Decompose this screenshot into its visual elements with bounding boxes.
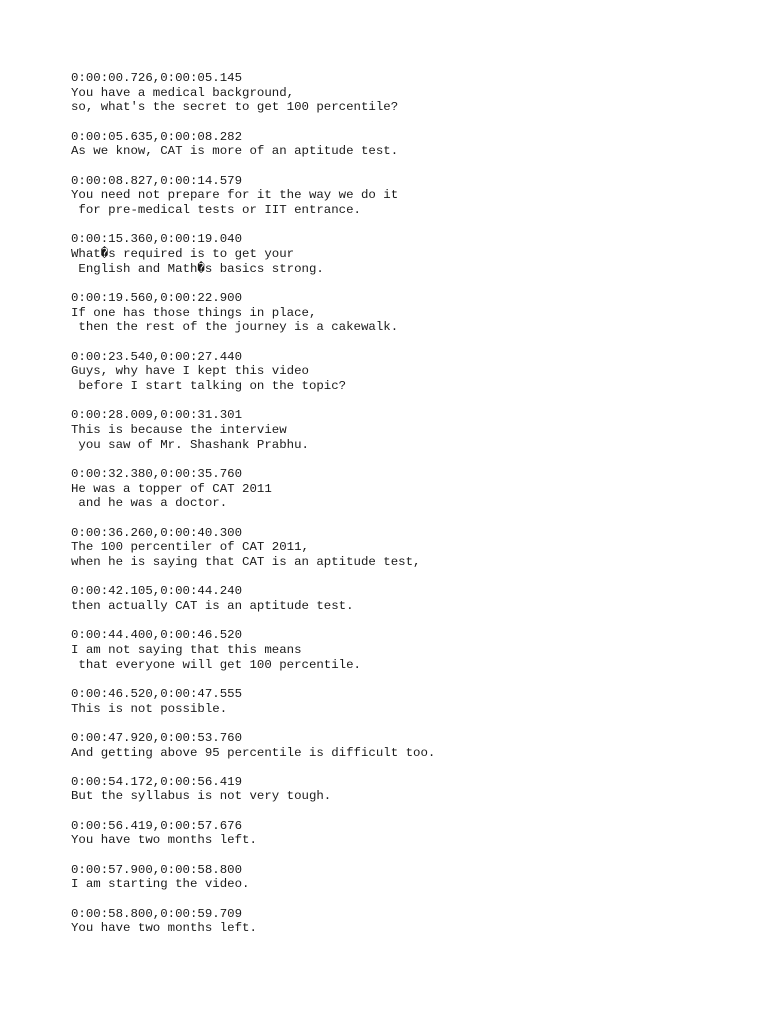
cue-text-line: then actually CAT is an aptitude test. [71,598,354,613]
cue-timecode: 0:00:28.009,0:00:31.301 [71,408,243,423]
cue-timecode: 0:00:47.920,0:00:53.760 [71,730,243,745]
cue-timecode: 0:00:19.560,0:00:22.900 [71,290,243,305]
cue-text-line: I am starting the video. [71,877,250,892]
cue-text-line: you saw of Mr. Shashank Prabhu. [71,437,309,452]
cue-timecode: 0:00:00.726,0:00:05.145 [71,71,243,85]
cue-timecode: 0:00:56.419,0:00:57.676 [71,818,243,833]
subtitle-cue [71,350,751,394]
subtitle-cue [71,819,751,848]
cue-timecode: 0:00:57.900,0:00:58.800 [71,862,243,877]
cue-text-line: before I start talking on the topic? [71,378,347,393]
subtitle-cue [71,907,751,936]
cue-text-line: Guys, why have I kept this video [71,364,309,379]
cue-text-line: The 100 percentiler of CAT 2011, [71,540,309,555]
cue-timecode: 0:00:23.540,0:00:27.440 [71,349,243,364]
cue-timecode: 0:00:44.400,0:00:46.520 [71,628,243,643]
cue-text-line: when he is saying that CAT is an aptitude test, [71,554,421,569]
cue-timecode: 0:00:46.520,0:00:47.555 [71,686,243,701]
subtitle-cue [71,467,751,511]
cue-text-line: I am not saying that this means [71,642,302,657]
subtitle-cue [71,408,751,452]
subtitle-cue [71,584,751,613]
cue-text-line: for pre-medical tests or IIT entrance. [71,203,361,217]
cue-text-line: If one has those things in place, [71,305,317,320]
subtitle-cue [71,863,751,892]
cue-text-line: English and Math�s basics strong. [71,261,324,276]
subtitle-cue [71,232,751,276]
subtitle-cue [71,291,751,335]
cue-text-line: that everyone will get 100 percentile. [71,657,361,672]
cue-text-line: And getting above 95 percentile is difficult too. [71,745,436,760]
cue-timecode: 0:00:36.260,0:00:40.300 [71,525,243,540]
subtitle-cue [71,526,751,570]
cue-text-line: You have two months left. [71,921,257,936]
cue-text-line: This is not possible. [71,701,228,716]
cue-text-line: You have a medical background, [71,85,295,100]
subtitle-cue [71,130,751,159]
subtitle-cue [71,775,751,804]
cue-timecode: 0:00:15.360,0:00:19.040 [71,232,243,247]
cue-timecode: 0:00:54.172,0:00:56.419 [71,774,243,789]
cue-timecode: 0:00:32.380,0:00:35.760 [71,466,243,481]
cue-text-line: and he was a doctor. [71,496,228,511]
cue-text-line: You need not prepare for it the way we do it [71,188,399,203]
cue-text-line: But the syllabus is not very tough. [71,789,332,804]
cue-text-line: As we know, CAT is more of an aptitude test. [71,144,399,159]
cue-text-line: You have two months left. [71,833,257,848]
subtitle-cue [71,687,751,716]
cue-text-line: then the rest of the journey is a cakewalk. [71,320,399,335]
subtitle-cue [71,628,751,672]
cue-timecode: 0:00:08.827,0:00:14.579 [71,173,243,188]
subtitle-cue [71,174,751,218]
cue-text-line: What�s required is to get your [71,246,295,261]
cue-timecode: 0:00:58.800,0:00:59.709 [71,906,243,921]
subtitle-transcript [71,71,751,951]
subtitle-cue [71,71,751,115]
cue-timecode: 0:00:42.105,0:00:44.240 [71,584,243,599]
cue-timecode: 0:00:05.635,0:00:08.282 [71,129,243,144]
cue-text-line: He was a topper of CAT 2011 [71,481,272,496]
cue-text-line: This is because the interview [71,422,287,437]
cue-text-line: so, what's the secret to get 100 percentile? [71,100,399,115]
subtitle-cue [71,731,751,760]
